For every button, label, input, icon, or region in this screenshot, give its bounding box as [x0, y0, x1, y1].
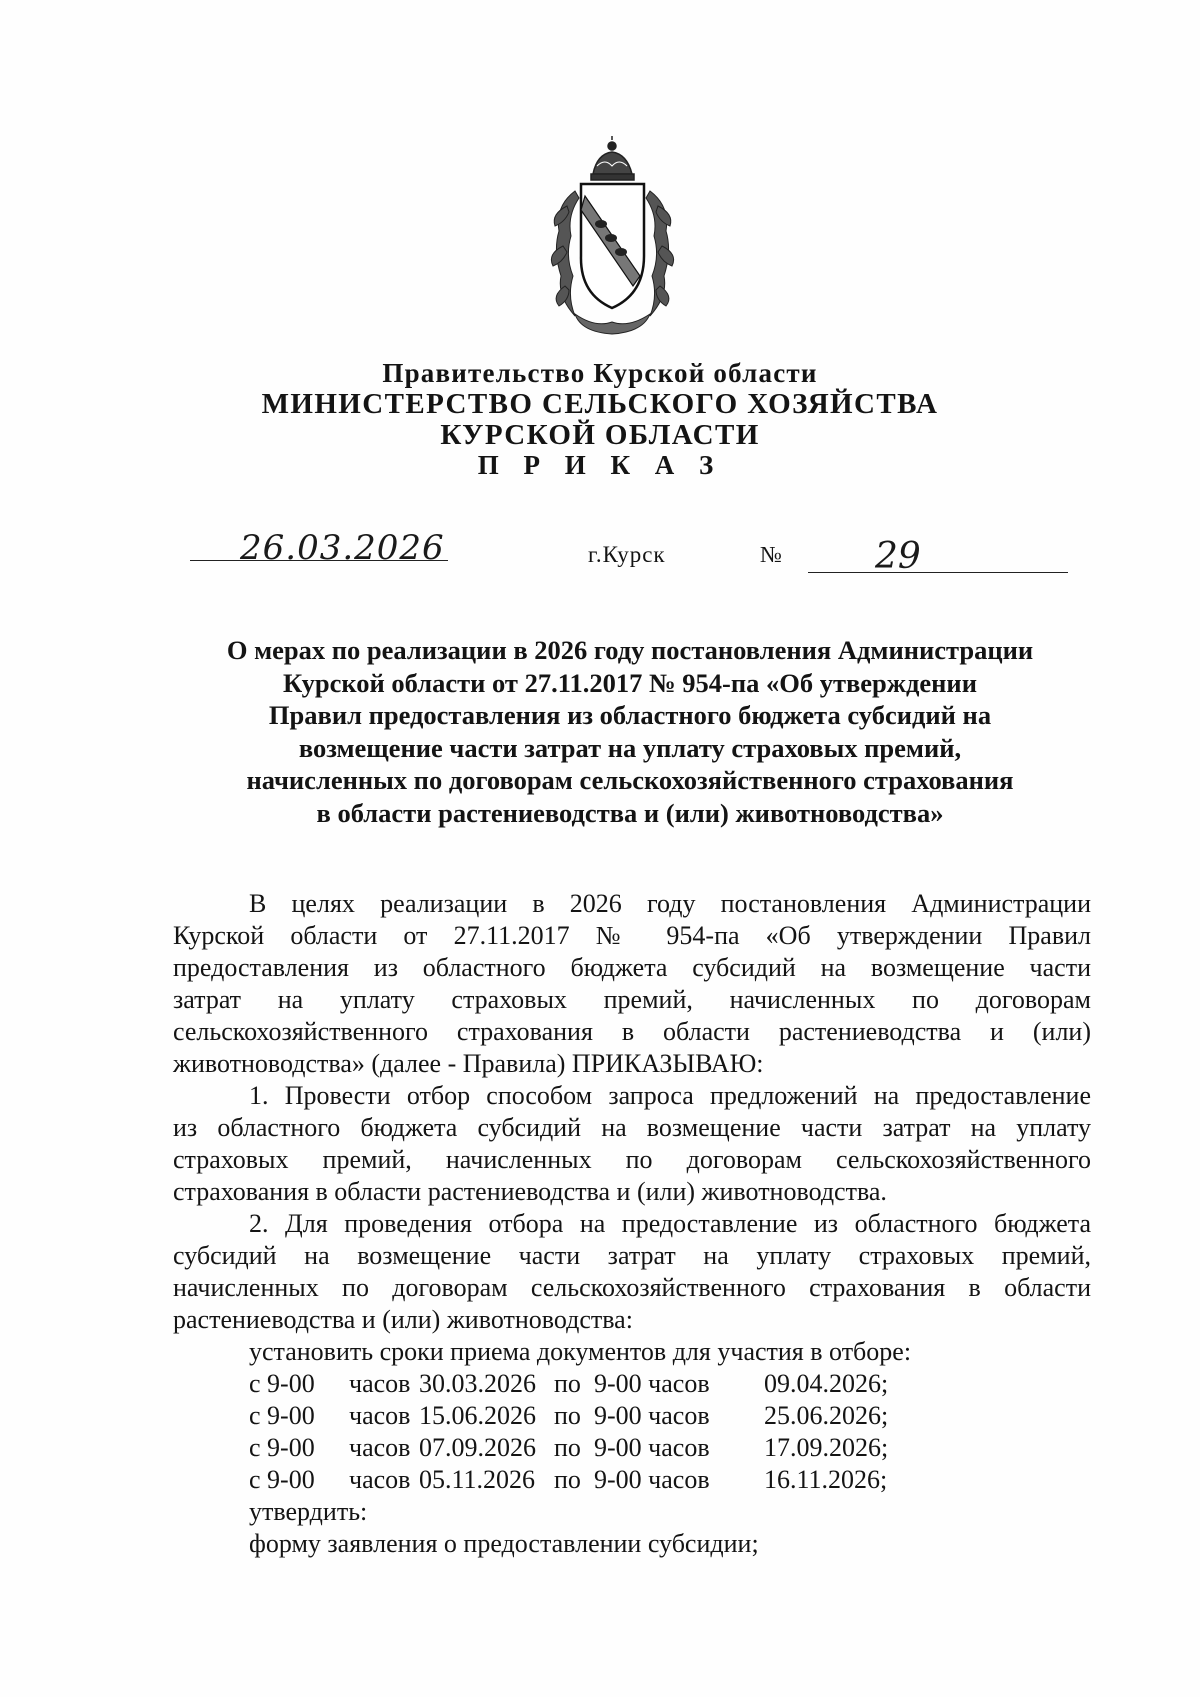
city-label: г.Курск [588, 542, 666, 567]
schedule-hours: часов [349, 1369, 411, 1398]
schedule-hours: часов [349, 1401, 411, 1430]
government-name: Правительство Курской области [382, 358, 818, 388]
handwritten-number: 29 [875, 536, 921, 577]
schedule-to: по [554, 1433, 581, 1462]
set-terms-line: установить сроки приема документов для участия в отборе: [249, 1337, 912, 1366]
schedule-to-time: 9-00 часов [594, 1465, 710, 1494]
schedule-from-date: 15.06.2026 [419, 1401, 536, 1430]
schedule-to-time: 9-00 часов [594, 1401, 710, 1430]
schedule-row [173, 1432, 1091, 1464]
schedule-from-time: с 9-00 [249, 1433, 315, 1462]
schedule-to: по [554, 1369, 581, 1398]
schedule-to: по [554, 1465, 581, 1494]
body-line: 1. Провести отбор способом запроса предложений на предоставление [249, 1081, 1091, 1110]
ministry-name-line2: КУРСКОЙ ОБЛАСТИ [440, 419, 760, 451]
title-line: в области растениеводства и (или) животноводства» [316, 797, 944, 828]
schedule-to-date: 17.09.2026; [764, 1433, 889, 1462]
intro-paragraph [173, 888, 1091, 1080]
handwritten-date: 26.03.2026 [240, 528, 445, 568]
body-line: растениеводства и (или) животноводства: [173, 1305, 633, 1334]
schedule-to-date: 16.11.2026; [764, 1465, 888, 1494]
schedule-to-date: 09.04.2026; [764, 1369, 889, 1398]
schedule-row [173, 1368, 1091, 1400]
body-line: предоставления из областного бюджета субсидий на возмещение части [173, 953, 1091, 982]
schedule-from-time: с 9-00 [249, 1369, 315, 1398]
document-body [173, 888, 1091, 1560]
approve-line: утвердить: [249, 1497, 368, 1526]
title-line: начисленных по договорам сельскохозяйственного страхования [246, 765, 1014, 795]
item-2-paragraph [173, 1208, 1091, 1336]
title-line: О мерах по реализации в 2026 году постановления Администрации [226, 635, 1034, 665]
schedule-hours: часов [349, 1433, 411, 1462]
body-line: животноводства» (далее - Правила) ПРИКАЗЫВАЮ: [173, 1049, 764, 1078]
item-1-paragraph [173, 1080, 1091, 1208]
schedule-to-time: 9-00 часов [594, 1369, 710, 1398]
title-line: возмещение части затрат на уплату страховых премий, [298, 732, 962, 763]
title-line: Правил предоставления из областного бюджета субсидий на [268, 700, 992, 730]
body-line: Курской области от 27.11.2017 № 954-па «Об утверждении Правил [173, 921, 1091, 950]
number-underline [808, 572, 1068, 573]
body-line: начисленных по договорам сельскохозяйственного страхования в области [173, 1273, 1091, 1302]
body-line: субсидий на возмещение части затрат на уплату страховых премий, [173, 1241, 1091, 1270]
body-line: страховых премий, начисленных по договорам сельскохозяйственного [173, 1145, 1091, 1174]
date-underline [190, 560, 448, 561]
body-line: из областного бюджета субсидий на возмещение части затрат на уплату [173, 1113, 1091, 1142]
ministry-name-line1: МИНИСТЕРСТВО СЕЛЬСКОГО ХОЗЯЙСТВА [261, 388, 939, 420]
body-line: страхования в области растениеводства и (или) животноводства. [173, 1177, 887, 1206]
schedule-from-date: 07.09.2026 [419, 1433, 536, 1462]
schedule-from-date: 30.03.2026 [419, 1369, 536, 1398]
schedule-from-time: с 9-00 [249, 1401, 315, 1430]
schedule-to-date: 25.06.2026; [764, 1401, 889, 1430]
number-sign: № [760, 542, 782, 567]
schedule-from-time: с 9-00 [249, 1465, 315, 1494]
body-line: В целях реализации в 2026 году постановления Администрации [249, 889, 1091, 918]
body-line: сельскохозяйственного страхования в области растениеводства и (или) [173, 1017, 1091, 1046]
document-title [170, 634, 1090, 829]
schedule-hours: часов [349, 1465, 411, 1494]
body-line: затрат на уплату страховых премий, начисленных по договорам [173, 985, 1091, 1014]
schedule-row [173, 1400, 1091, 1432]
schedule-from-date: 05.11.2026 [419, 1465, 536, 1494]
form-line: форму заявления о предоставлении субсидии; [249, 1529, 759, 1558]
schedule-to-time: 9-00 часов [594, 1433, 710, 1462]
coat-of-arms-emblem [545, 136, 680, 336]
schedule-to: по [554, 1401, 581, 1430]
title-line: Курской области от 27.11.2017 № 954-па «Об утверждении [283, 667, 977, 698]
schedule-row [173, 1464, 1091, 1496]
body-line: 2. Для проведения отбора на предоставление из областного бюджета [249, 1209, 1091, 1238]
document-type: П Р И К А З [477, 450, 723, 480]
